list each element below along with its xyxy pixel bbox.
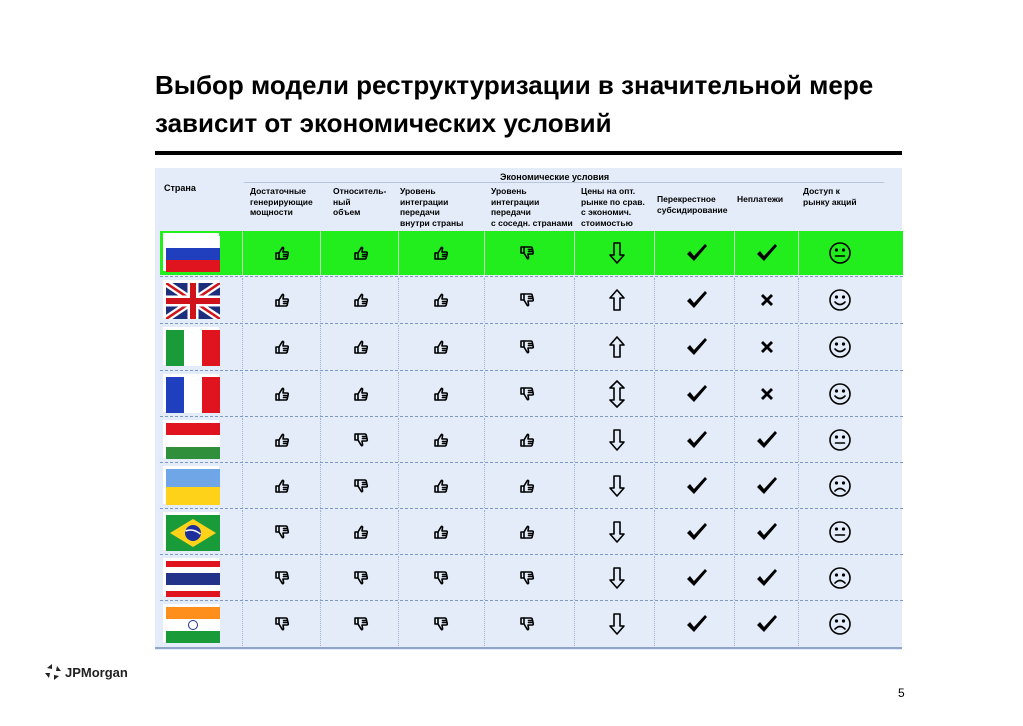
thumb-up-icon (262, 418, 302, 462)
country-column-header: Страна (164, 183, 196, 193)
column-divider (484, 464, 485, 508)
column-divider (398, 510, 399, 554)
check-icon (677, 231, 717, 275)
brazil-flag (163, 512, 219, 550)
thumb-up-icon (341, 510, 381, 554)
row-separator (160, 554, 903, 555)
arrow-up-icon (597, 278, 637, 322)
thumb-up-icon (507, 464, 547, 508)
column-divider (654, 325, 655, 369)
column-divider (734, 556, 735, 600)
arrow-down-icon (597, 510, 637, 554)
column-divider (320, 556, 321, 600)
column-divider (484, 231, 485, 275)
thumb-down-icon (262, 510, 302, 554)
thumb-down-icon (507, 325, 547, 369)
thailand-flag (163, 558, 219, 596)
column-divider (654, 278, 655, 322)
column-divider (734, 418, 735, 462)
column-divider (734, 231, 735, 275)
column-divider (734, 372, 735, 416)
column-header-4: Уровень интеграции передачи с соседн. странами (491, 186, 573, 228)
table-row (160, 464, 903, 508)
column-divider (654, 418, 655, 462)
column-divider (484, 602, 485, 646)
column-divider (798, 418, 799, 462)
france-flag (163, 374, 219, 412)
column-divider (734, 510, 735, 554)
thumb-down-icon (262, 602, 302, 646)
column-divider (242, 372, 243, 416)
thumb-up-icon (421, 510, 461, 554)
column-divider (398, 231, 399, 275)
smiley-neutral-icon (820, 231, 860, 275)
column-divider (398, 278, 399, 322)
thumb-down-icon (341, 418, 381, 462)
column-divider (574, 556, 575, 600)
column-header-1: Достаточные генерирующие мощности (250, 186, 313, 217)
thumb-up-icon (421, 231, 461, 275)
column-divider (798, 372, 799, 416)
italy-flag (163, 327, 219, 365)
smiley-neutral-icon (820, 418, 860, 462)
smiley-happy-icon (820, 325, 860, 369)
check-icon (747, 510, 787, 554)
thumb-down-icon (507, 278, 547, 322)
check-icon (747, 602, 787, 646)
column-header-5: Цены на опт. рынке по срав. с экономич. стоимостью (581, 186, 645, 228)
column-divider (798, 325, 799, 369)
jpmorgan-logo (44, 663, 128, 681)
column-divider (734, 325, 735, 369)
column-divider (242, 418, 243, 462)
row-separator (160, 600, 903, 601)
thumb-up-icon (262, 464, 302, 508)
logo-text: JPMorgan (65, 664, 128, 680)
thumb-down-icon (341, 556, 381, 600)
table-row (160, 325, 903, 369)
thumb-down-icon (421, 556, 461, 600)
column-divider (398, 418, 399, 462)
check-icon (677, 278, 717, 322)
column-divider (574, 510, 575, 554)
smiley-neutral-icon (820, 510, 860, 554)
thumb-up-icon (262, 325, 302, 369)
column-divider (574, 231, 575, 275)
arrow-down-icon (597, 418, 637, 462)
india-flag (163, 604, 219, 642)
check-icon (747, 418, 787, 462)
thumb-down-icon (421, 602, 461, 646)
table-row (160, 278, 903, 322)
row-separator (160, 462, 903, 463)
check-icon (747, 556, 787, 600)
table-row (160, 602, 903, 646)
thumb-up-icon (341, 278, 381, 322)
column-header-2: Относитель- ный объем (333, 186, 387, 217)
column-divider (734, 602, 735, 646)
check-icon (677, 556, 717, 600)
slide-title: Выбор модели реструктуризации в значительной мере зависит от экономических условий (155, 70, 874, 138)
row-separator (160, 370, 903, 371)
column-divider (242, 231, 243, 275)
table-row (160, 556, 903, 600)
column-header-8: Доступ к рынку акций (803, 186, 857, 207)
column-divider (320, 372, 321, 416)
check-icon (677, 510, 717, 554)
row-separator (160, 323, 903, 324)
column-divider (654, 372, 655, 416)
thumb-up-icon (421, 325, 461, 369)
column-divider (798, 464, 799, 508)
page-number: 5 (898, 686, 905, 700)
column-divider (320, 325, 321, 369)
column-divider (798, 602, 799, 646)
thumb-up-icon (262, 231, 302, 275)
column-divider (484, 556, 485, 600)
check-icon (747, 464, 787, 508)
thumb-up-icon (341, 231, 381, 275)
column-divider (574, 602, 575, 646)
column-divider (320, 278, 321, 322)
table-row (160, 510, 903, 554)
row-separator (160, 508, 903, 509)
table-row (160, 231, 903, 275)
column-divider (242, 510, 243, 554)
arrow-down-icon (597, 464, 637, 508)
column-divider (484, 418, 485, 462)
arrow-down-icon (597, 556, 637, 600)
column-divider (654, 510, 655, 554)
column-divider (574, 325, 575, 369)
group-header-rule (244, 182, 884, 183)
thumb-down-icon (507, 372, 547, 416)
column-divider (398, 325, 399, 369)
column-divider (484, 278, 485, 322)
smiley-sad-icon (820, 464, 860, 508)
column-header-6: Перекрестное субсидирование (657, 194, 728, 215)
hungary-flag (163, 420, 219, 458)
column-divider (654, 602, 655, 646)
column-divider (654, 464, 655, 508)
group-header: Экономические условия (500, 172, 610, 182)
check-icon (747, 231, 787, 275)
row-separator (160, 276, 903, 277)
thumb-up-icon (507, 510, 547, 554)
column-divider (798, 556, 799, 600)
table-bottom-rule (155, 647, 902, 649)
column-divider (484, 325, 485, 369)
thumb-up-icon (421, 418, 461, 462)
thumb-down-icon (262, 556, 302, 600)
column-divider (484, 372, 485, 416)
column-divider (320, 418, 321, 462)
thumb-down-icon (507, 602, 547, 646)
column-divider (734, 278, 735, 322)
column-divider (398, 372, 399, 416)
thumb-up-icon (341, 372, 381, 416)
smiley-sad-icon (820, 556, 860, 600)
smiley-happy-icon (820, 278, 860, 322)
column-divider (798, 510, 799, 554)
column-divider (654, 556, 655, 600)
check-icon (677, 372, 717, 416)
thumb-up-icon (507, 418, 547, 462)
column-divider (320, 231, 321, 275)
octagon-logo-icon (44, 663, 62, 681)
column-divider (574, 372, 575, 416)
thumb-up-icon (421, 278, 461, 322)
smiley-sad-icon (820, 602, 860, 646)
column-divider (654, 231, 655, 275)
column-divider (798, 231, 799, 275)
row-separator (160, 416, 903, 417)
arrow-up-icon (597, 325, 637, 369)
arrow-down-icon (597, 231, 637, 275)
column-divider (320, 602, 321, 646)
thumb-down-icon (507, 231, 547, 275)
column-header-7: Неплатежи (737, 194, 784, 204)
column-divider (484, 510, 485, 554)
check-icon (677, 602, 717, 646)
column-divider (798, 278, 799, 322)
column-header-3: Уровень интеграции передачи внутри страны (400, 186, 464, 228)
table-row (160, 418, 903, 462)
ukraine-flag (163, 466, 219, 504)
column-divider (734, 464, 735, 508)
check-icon (677, 464, 717, 508)
column-divider (320, 464, 321, 508)
thumb-down-icon (507, 556, 547, 600)
thumb-up-icon (341, 325, 381, 369)
cross-icon (747, 372, 787, 416)
column-divider (398, 464, 399, 508)
thumb-up-icon (262, 372, 302, 416)
uk-flag (163, 280, 219, 318)
smiley-happy-icon (820, 372, 860, 416)
thumb-up-icon (421, 464, 461, 508)
column-divider (574, 418, 575, 462)
cross-icon (747, 278, 787, 322)
russia-flag (163, 233, 219, 271)
column-divider (242, 464, 243, 508)
thumb-up-icon (262, 278, 302, 322)
arrow-updown-icon (597, 372, 637, 416)
cross-icon (747, 325, 787, 369)
column-divider (242, 556, 243, 600)
column-divider (398, 556, 399, 600)
thumb-down-icon (341, 602, 381, 646)
column-divider (242, 602, 243, 646)
arrow-down-icon (597, 602, 637, 646)
column-divider (574, 464, 575, 508)
column-divider (398, 602, 399, 646)
table-row (160, 372, 903, 416)
column-divider (242, 325, 243, 369)
check-icon (677, 418, 717, 462)
column-divider (574, 278, 575, 322)
column-divider (320, 510, 321, 554)
column-divider (242, 278, 243, 322)
title-divider (155, 151, 902, 155)
thumb-up-icon (421, 372, 461, 416)
thumb-down-icon (341, 464, 381, 508)
check-icon (677, 325, 717, 369)
